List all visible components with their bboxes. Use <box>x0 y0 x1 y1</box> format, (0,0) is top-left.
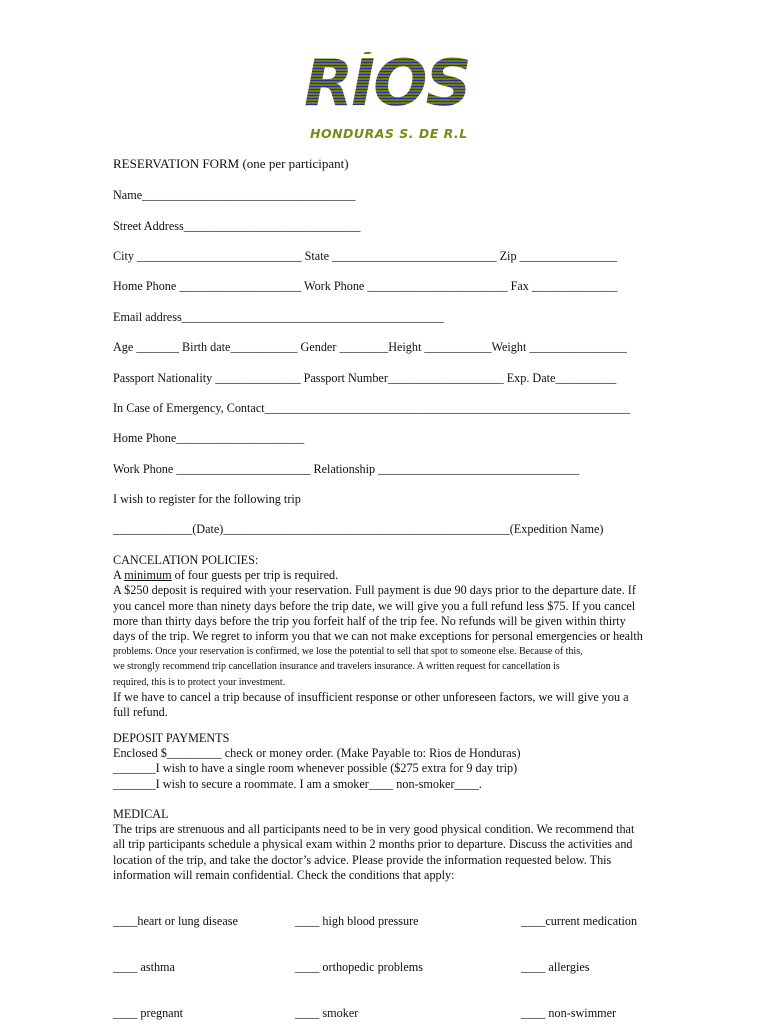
logo-wordmark: RÍOS <box>304 47 470 121</box>
medical-conditions-col3 <box>521 884 637 1036</box>
passport-field[interactable]: Passport Nationality ______________ Passport Number___________________ Exp. Date__________ <box>113 371 617 385</box>
condition-heart-lung[interactable]: ____heart or lung disease <box>113 914 238 929</box>
deposit-roommate-line[interactable]: _______I wish to secure a roommate. I am a smoker____ non-smoker____. <box>113 776 482 791</box>
cancelation-minimum-line: A minimum of four guests per trip is required. <box>113 568 339 583</box>
condition-pregnant[interactable]: ____ pregnant <box>113 1005 184 1020</box>
medical-conditions-col1 <box>113 884 238 1036</box>
street-address-field[interactable]: Street Address_____________________________ <box>113 219 361 233</box>
medical-conditions-col2 <box>295 884 423 1036</box>
logo-subtitle: HONDURAS S. DE R.L <box>310 126 468 141</box>
cancelation-policies <box>113 553 658 720</box>
deposit-payments <box>113 731 658 792</box>
age-birth-gender-height-weight-field[interactable]: Age _______ Birth date___________ Gender ________Height ___________Weight ________________ <box>113 340 627 354</box>
deposit-single-room-line[interactable]: _______I wish to have a single room whenever possible ($275 extra for 9 day trip) <box>113 761 518 776</box>
emergency-contact-field[interactable]: In Case of Emergency, Contact____________________________________________________________ <box>113 401 631 415</box>
cancelation-line: more than thirty days before the trip you forfeit half of the trip fee. No refunds will be given within thirty <box>113 613 626 628</box>
medical-line: information will remain confidential. Check the conditions that apply: <box>113 867 455 882</box>
condition-non-swimmer[interactable]: ____ non-swimmer <box>521 1005 617 1020</box>
medical-heading: MEDICAL <box>113 807 169 821</box>
deposit-enclosed-line[interactable]: Enclosed $_________ check or money order. (Make Payable to: Rios de Honduras) <box>113 746 521 761</box>
cancelation-line: days of the trip. We regret to inform you that we can not make exceptions for personal emergencies or health <box>113 629 643 644</box>
deposit-heading: DEPOSIT PAYMENTS <box>113 731 230 745</box>
condition-high-blood-pressure[interactable]: ____ high blood pressure <box>295 914 419 929</box>
trip-date-expedition-field[interactable]: _____________(Date)_______________________________________________(Expedition Name) <box>113 522 604 536</box>
cancelation-small-line: problems. Once your reservation is confirmed, we lose the potential to sell that spot to someone else. Because of this, <box>113 646 583 658</box>
medical-section <box>113 807 658 883</box>
condition-smoker[interactable]: ____ smoker <box>295 1005 359 1020</box>
condition-current-medication[interactable]: ____current medication <box>521 914 638 929</box>
cancelation-heading: CANCELATION POLICIES: <box>113 553 259 567</box>
condition-allergies[interactable]: ____ allergies <box>521 960 590 975</box>
city-state-zip-field[interactable]: City ___________________________ State ___________________________ Zip ________________ <box>113 249 618 263</box>
cancelation-small-line: required, this is to protect your investment. <box>113 676 286 688</box>
cancelation-line: you cancel more than ninety days before the trip date, we will give you a full refund less $75. If you cancel <box>113 598 636 613</box>
trip-register-label: I wish to register for the following trip <box>113 492 301 506</box>
medical-line: The trips are strenuous and all participants need to be in very good physical condition. We recommend that <box>113 822 635 837</box>
cancelation-small-line: we strongly recommend trip cancellation insurance and travelers insurance. A written request for cancellation is <box>113 661 560 673</box>
emergency-home-phone-field[interactable]: Home Phone_____________________ <box>113 431 305 445</box>
condition-asthma[interactable]: ____ asthma <box>113 960 175 975</box>
emergency-work-phone-relationship-field[interactable]: Work Phone ______________________ Relationship _________________________________ <box>113 462 580 476</box>
cancelation-final-line: full refund. <box>113 705 168 720</box>
rios-logo <box>300 47 472 150</box>
medical-line: all trip participants schedule a physical exam within 2 months prior to departure. Discuss the activities and <box>113 837 633 852</box>
email-field[interactable]: Email address___________________________________________ <box>113 310 444 324</box>
form-title: RESERVATION FORM (one per participant) <box>113 156 349 171</box>
condition-orthopedic[interactable]: ____ orthopedic problems <box>295 960 423 975</box>
name-field[interactable]: Name___________________________________ <box>113 188 356 202</box>
medical-line: location of the trip, and take the doctor’s advice. Please provide the information requested below. This <box>113 852 612 867</box>
phone-fax-field[interactable]: Home Phone ____________________ Work Phone _______________________ Fax ______________ <box>113 279 618 293</box>
cancelation-line: A $250 deposit is required with your reservation. Full payment is due 90 days prior to the departure date. If <box>113 583 636 598</box>
cancelation-final-line: If we have to cancel a trip because of insufficient response or other unforeseen factors, we will give you a <box>113 689 629 704</box>
